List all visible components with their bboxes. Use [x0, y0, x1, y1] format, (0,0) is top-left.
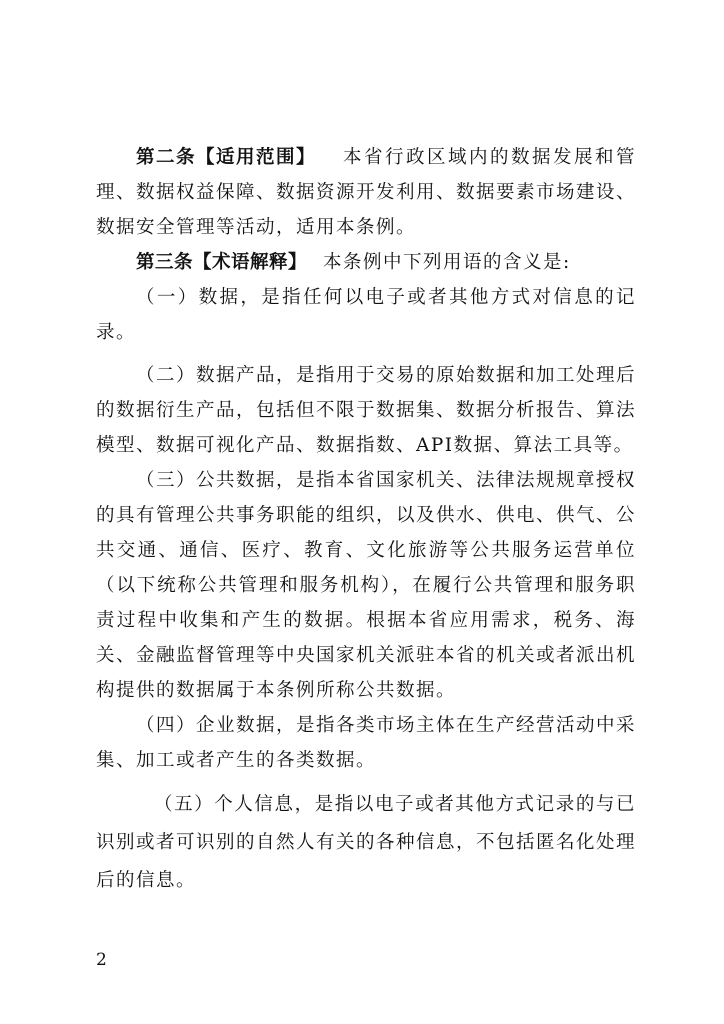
definition-item-2: （二）数据产品，是指用于交易的原始数据和加工处理后的数据衍生产品，包括但不限于数据集、数据分析报告、算法模型、数据可视化产品、数据指数、API数据、算法工具等。	[96, 365, 637, 456]
definition-item-3: （三）公共数据，是指本省国家机关、法律法规规章授权的具有管理公共事务职能的组织，以及供水、供电、供气、公共交通、通信、医疗、教育、文化旅游等公共服务运营单位（以下统称公共管理和服务机构），在履行公共管理和服务职责过程中收集和产生的数据。根据本省应用需求，税务、海关、金融监督管理等中央国家机关派驻本省的机关或者派出机构提供的数据属于本条例所称公共数据。	[96, 470, 637, 701]
article-3-paragraph	[96, 245, 636, 280]
article-3-text: 本条例中下列用语的含义是:	[323, 252, 571, 273]
article-2-heading: 第二条【适用范围】	[136, 147, 316, 168]
article-2-paragraph	[96, 140, 636, 245]
page-number: 2	[96, 950, 107, 970]
definition-item-1: （一）数据，是指任何以电子或者其他方式对信息的记录。	[96, 287, 636, 343]
article-3-heading: 第三条【术语解释】	[136, 252, 308, 273]
article-2-text: 本省行政区域内的数据发展和管理、数据权益保障、数据资源开发利用、数据要素市场建设、数据安全管理等活动，适用本条例。	[96, 147, 637, 238]
document-body	[96, 140, 636, 900]
definition-item-5: （五）个人信息，是指以电子或者其他方式记录的与已识别或者可识别的自然人有关的各种信息，不包括匿名化处理后的信息。	[96, 794, 637, 891]
definition-item-4: （四）企业数据，是指各类市场主体在生产经营活动中采集、加工或者产生的各类数据。	[96, 715, 637, 771]
